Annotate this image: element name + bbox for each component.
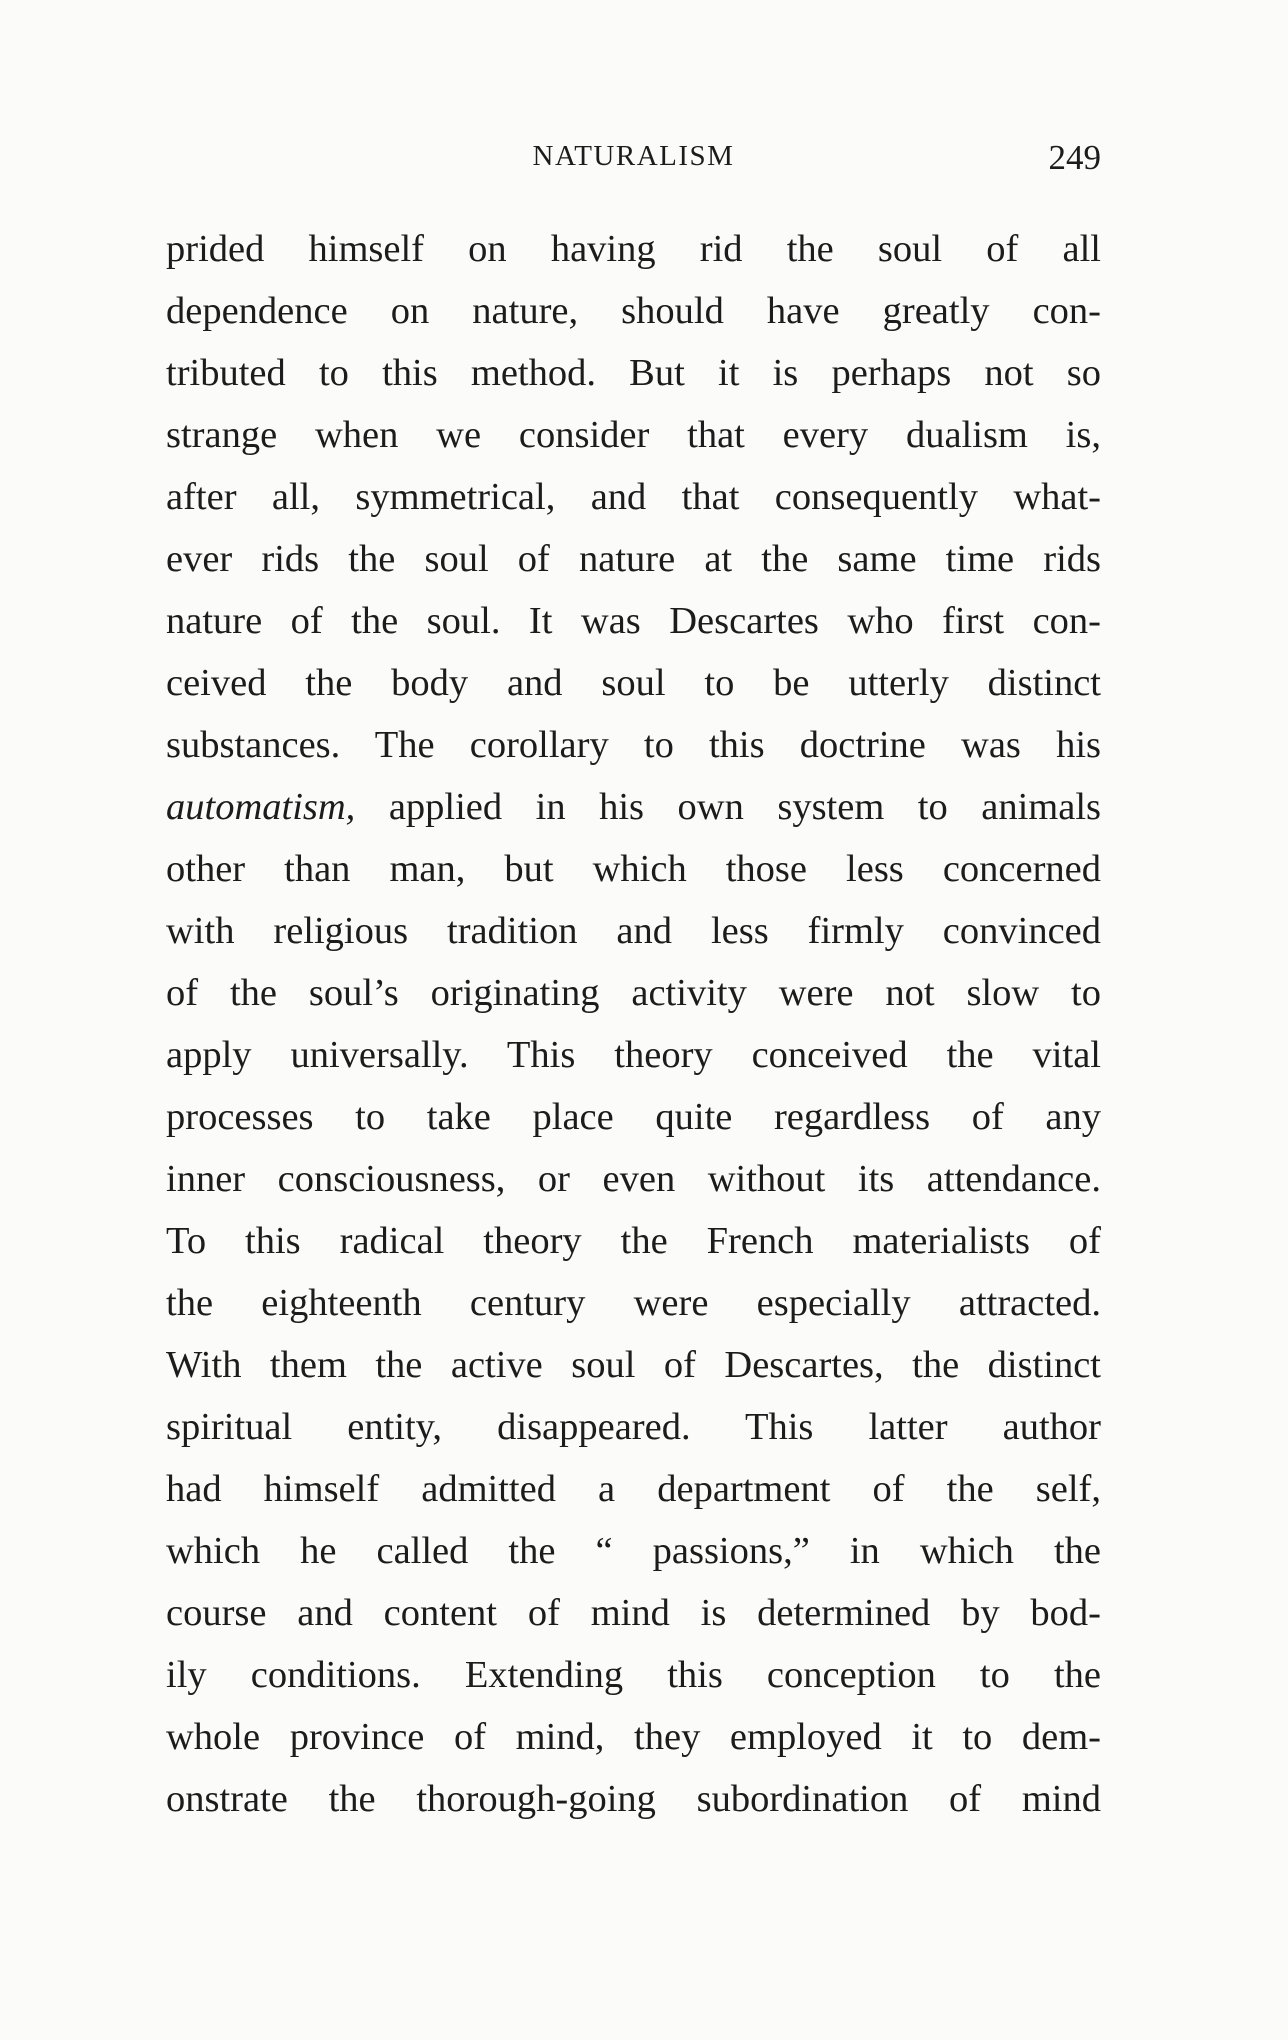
page-number: 249 [1048, 138, 1101, 177]
text-line: ceived the body and soul to be utterly distinct [166, 662, 1101, 704]
text-line: of the soul’s originating activity were not slow to [166, 972, 1101, 1014]
text-line: nature of the soul. It was Descartes who first con- [166, 600, 1101, 642]
text-line: spiritual entity, disappeared. This latter author [166, 1406, 1101, 1448]
text-line: other than man, but which those less concerned [166, 848, 1101, 890]
text-line: course and content of mind is determined by bod- [166, 1592, 1101, 1634]
running-title: NATURALISM [532, 140, 735, 172]
text-line: after all, symmetrical, and that consequently what- [166, 476, 1101, 518]
text-line: with religious tradition and less firmly convinced [166, 910, 1101, 952]
text-line [166, 776, 1101, 838]
text-line: To this radical theory the French materialists of [166, 1220, 1101, 1262]
text-line: the eighteenth century were especially attracted. [166, 1282, 1101, 1324]
text-line: onstrate the thorough-going subordination of mind [166, 1778, 1101, 1820]
text-line: whole province of mind, they employed it to dem- [166, 1716, 1101, 1758]
text-line: inner consciousness, or even without its attendance. [166, 1158, 1101, 1200]
text-line: With them the active soul of Descartes, the distinct [166, 1344, 1101, 1386]
text-line: tributed to this method. But it is perhaps not so [166, 352, 1101, 394]
text-line: prided himself on having rid the soul of all [166, 228, 1101, 270]
text-line: ever rids the soul of nature at the same time rids [166, 538, 1101, 580]
text-line: had himself admitted a department of the self, [166, 1468, 1101, 1510]
italic-term: automatism, [166, 786, 356, 828]
text-line: strange when we consider that every dualism is, [166, 414, 1101, 456]
body-text [166, 218, 1101, 1830]
text-line: processes to take place quite regardless of any [166, 1096, 1101, 1138]
text-line: ily conditions. Extending this conception to the [166, 1654, 1101, 1696]
running-head [166, 134, 1101, 184]
text-line-rest: applied in his own system to animals [355, 786, 1101, 828]
text-line: apply universally. This theory conceived the vital [166, 1034, 1101, 1076]
text-line: which he called the “ passions,” in which the [166, 1530, 1101, 1572]
text-line: dependence on nature, should have greatly con- [166, 290, 1101, 332]
text-line: substances. The corollary to this doctrine was his [166, 724, 1101, 766]
